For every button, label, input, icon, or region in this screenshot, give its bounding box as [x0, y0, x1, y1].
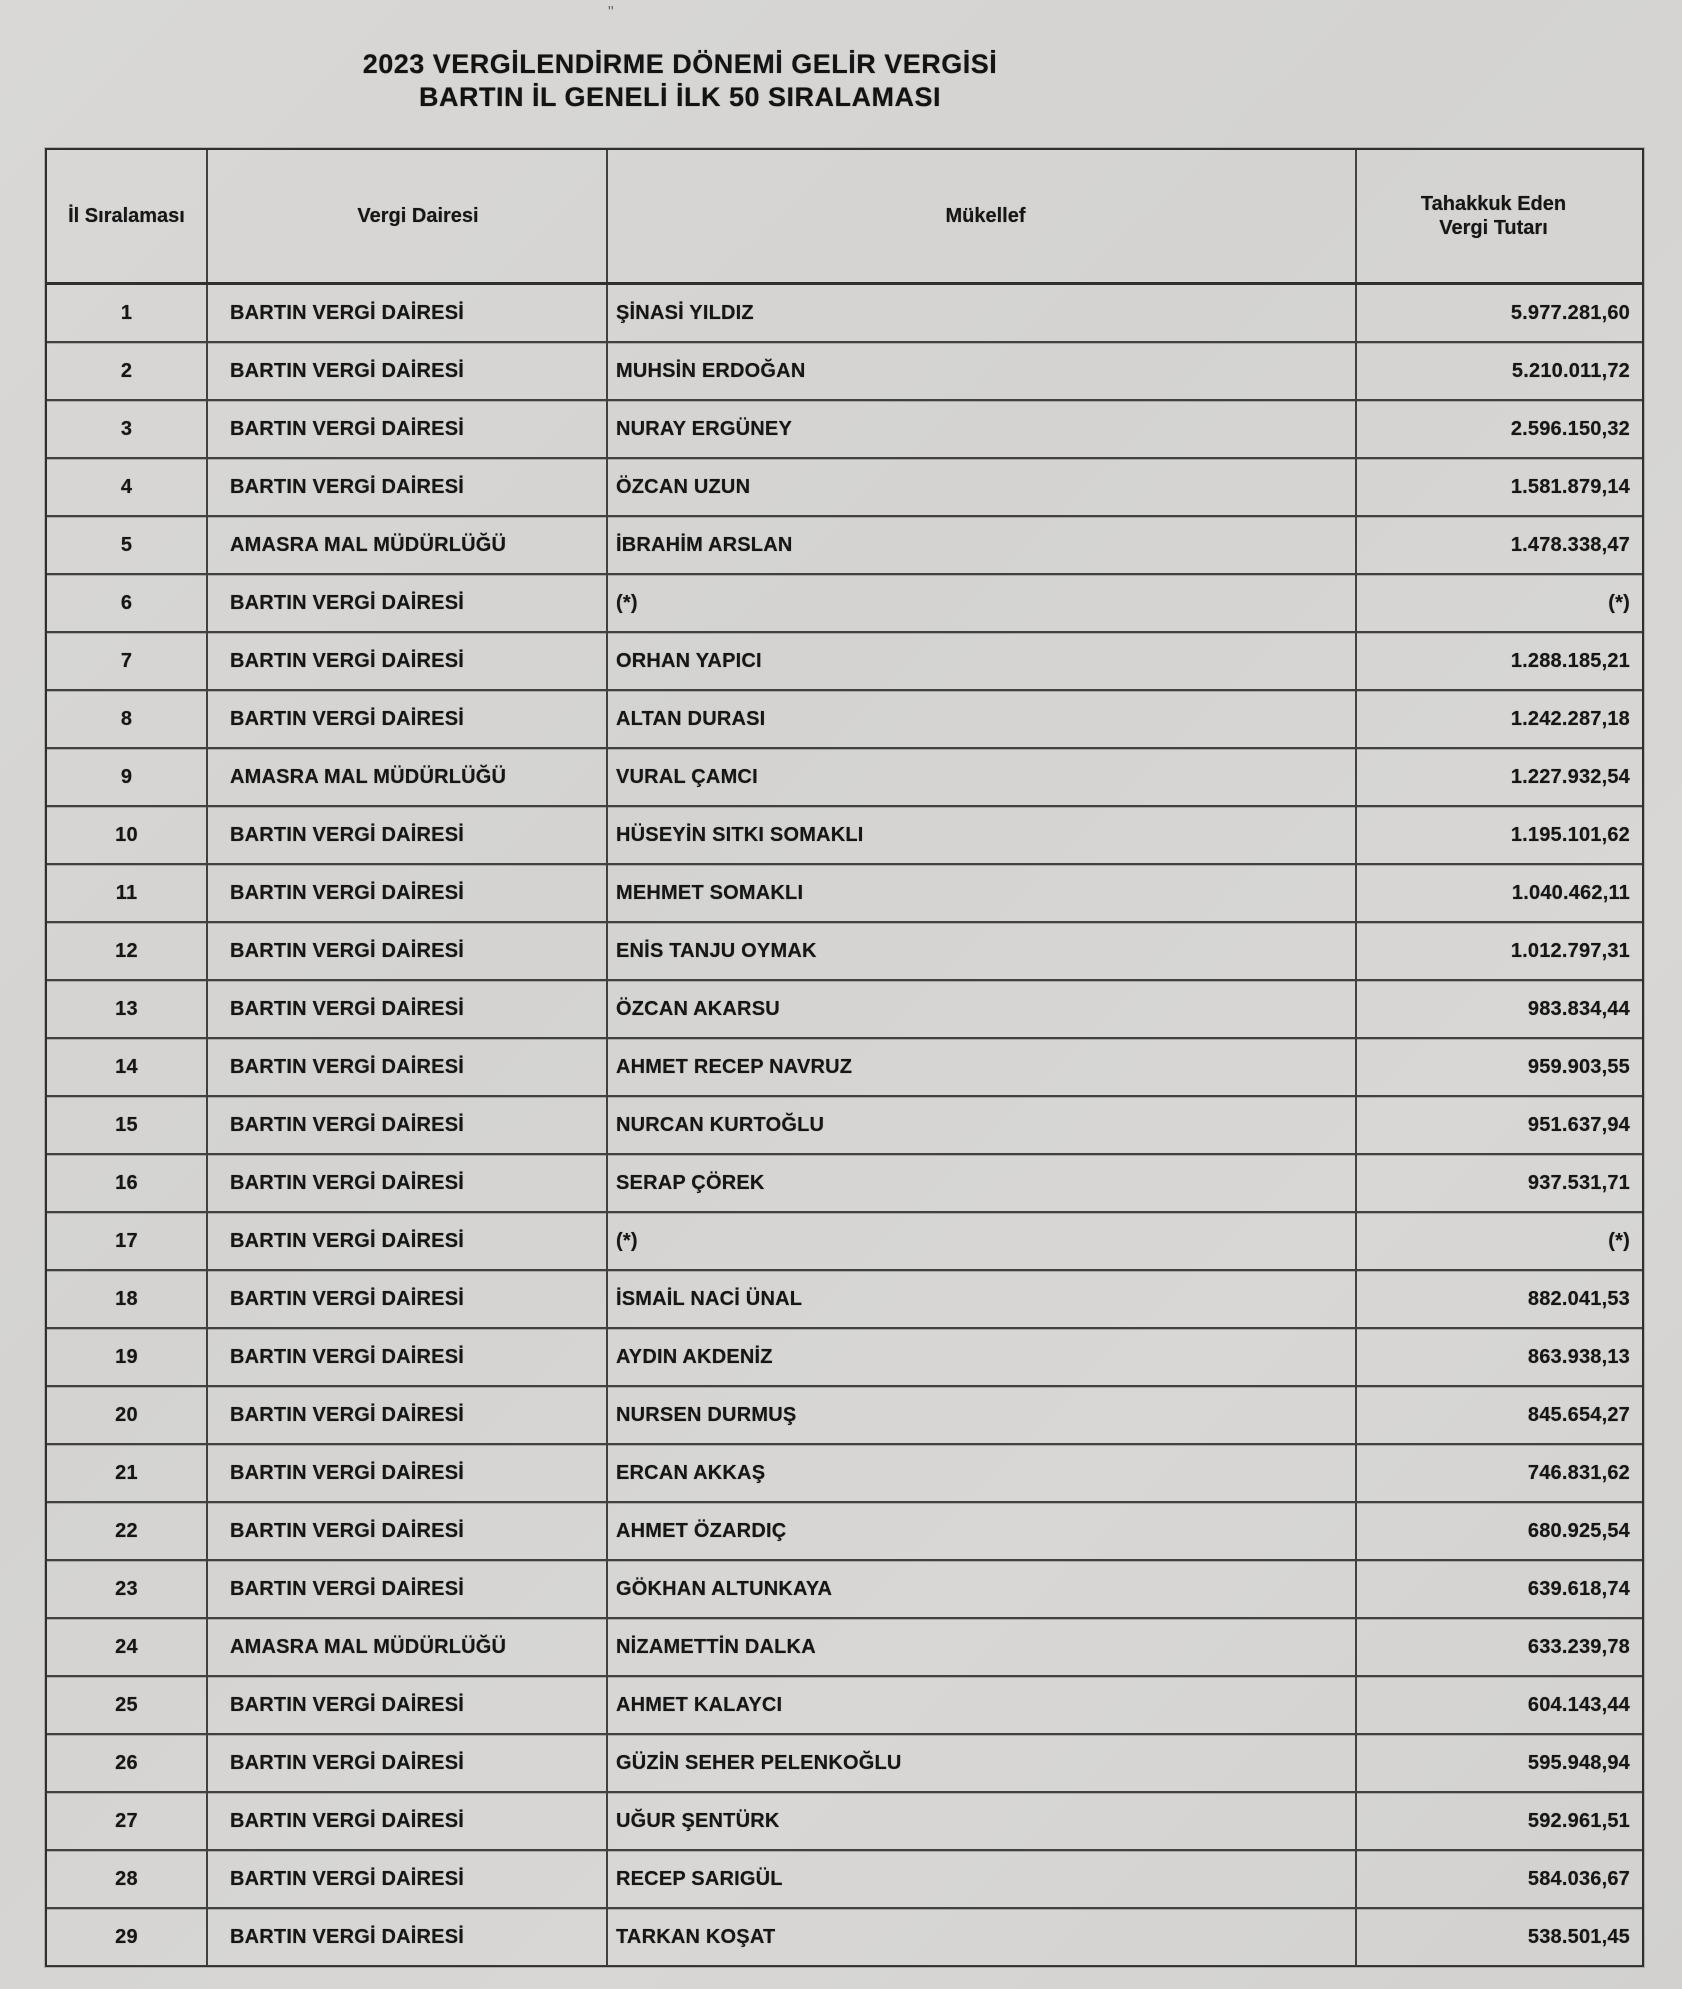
amount-cell: 863.938,13: [1527, 1345, 1630, 1368]
rank-cell: 26: [47, 1735, 208, 1791]
amount-cell: 2.596.150,32: [1510, 417, 1630, 440]
title-line-2: BARTIN İL GENELİ İLK 50 SIRALAMASI: [418, 82, 942, 112]
tax-office-cell: BARTIN VERGİ DAİRESİ: [208, 1039, 608, 1095]
taxpayer-cell: ÖZCAN AKARSU: [608, 981, 1357, 1037]
taxpayer-cell: VURAL ÇAMCI: [608, 749, 1357, 805]
taxpayer-cell: ALTAN DURASI: [608, 691, 1357, 747]
tax-office-cell: BARTIN VERGİ DAİRESİ: [208, 459, 608, 515]
rank-cell: 11: [47, 865, 208, 921]
amount-cell: 1.478.338,47: [1510, 533, 1630, 556]
rank-cell: 14: [47, 1039, 208, 1095]
taxpayer-cell: AHMET RECEP NAVRUZ: [608, 1039, 1357, 1095]
taxpayer-cell: AHMET KALAYCI: [608, 1677, 1357, 1733]
header-tax-office-label: Vergi Dairesi: [357, 205, 479, 227]
rank-cell: 2: [47, 343, 208, 399]
amount-cell: 639.618,74: [1527, 1577, 1630, 1600]
rank-cell: 1: [47, 285, 208, 341]
taxpayer-cell: AYDIN AKDENİZ: [608, 1329, 1357, 1385]
taxpayer-cell: İBRAHİM ARSLAN: [608, 517, 1357, 573]
table-row: [47, 285, 1642, 343]
taxpayer-cell: NURSEN DURMUŞ: [608, 1387, 1357, 1443]
table-row: [47, 749, 1642, 807]
table-row: [47, 1329, 1642, 1387]
taxpayer-cell: ŞİNASİ YILDIZ: [608, 285, 1357, 341]
rank-cell: 3: [47, 401, 208, 457]
rank-cell: 18: [47, 1271, 208, 1327]
tax-office-cell: BARTIN VERGİ DAİRESİ: [208, 1445, 608, 1501]
rank-cell: 24: [47, 1619, 208, 1675]
taxpayer-cell: NURAY ERGÜNEY: [608, 401, 1357, 457]
amount-cell: 538.501,45: [1527, 1925, 1630, 1948]
table-row: [47, 1271, 1642, 1329]
taxpayer-cell: GÜZİN SEHER PELENKOĞLU: [608, 1735, 1357, 1791]
header-rank: [47, 150, 208, 282]
rank-cell: 10: [47, 807, 208, 863]
tax-office-cell: BARTIN VERGİ DAİRESİ: [208, 285, 608, 341]
amount-cell: 595.948,94: [1527, 1751, 1630, 1774]
amount-cell: 1.581.879,14: [1510, 475, 1630, 498]
rank-cell: 20: [47, 1387, 208, 1443]
taxpayer-cell: MEHMET SOMAKLI: [608, 865, 1357, 921]
tax-office-cell: BARTIN VERGİ DAİRESİ: [208, 1155, 608, 1211]
amount-cell: 633.239,78: [1527, 1635, 1630, 1658]
taxpayer-cell: NURCAN KURTOĞLU: [608, 1097, 1357, 1153]
amount-cell: 604.143,44: [1527, 1693, 1630, 1716]
rank-cell: 19: [47, 1329, 208, 1385]
table-row: [47, 1735, 1642, 1793]
tax-office-cell: BARTIN VERGİ DAİRESİ: [208, 807, 608, 863]
taxpayer-cell: İSMAİL NACİ ÜNAL: [608, 1271, 1357, 1327]
table-row: [47, 343, 1642, 401]
tax-office-cell: BARTIN VERGİ DAİRESİ: [208, 575, 608, 631]
table-row: [47, 1851, 1642, 1909]
scan-artifact-mark: ": [608, 4, 614, 21]
taxpayer-cell: UĞUR ŞENTÜRK: [608, 1793, 1357, 1849]
rank-cell: 27: [47, 1793, 208, 1849]
tax-office-cell: BARTIN VERGİ DAİRESİ: [208, 1387, 608, 1443]
tax-office-cell: BARTIN VERGİ DAİRESİ: [208, 1793, 608, 1849]
tax-office-cell: BARTIN VERGİ DAİRESİ: [208, 1503, 608, 1559]
tax-office-cell: BARTIN VERGİ DAİRESİ: [208, 865, 608, 921]
amount-cell: 1.195.101,62: [1510, 823, 1630, 846]
document-title: [0, 48, 1360, 114]
tax-office-cell: BARTIN VERGİ DAİRESİ: [208, 1271, 608, 1327]
header-taxpayer: [608, 150, 1357, 282]
table-row: [47, 1387, 1642, 1445]
amount-cell: 5.977.281,60: [1510, 301, 1630, 324]
header-amount: [1357, 150, 1642, 282]
table-body: [47, 285, 1642, 1965]
header-tax-office: [208, 150, 608, 282]
rank-cell: 21: [47, 1445, 208, 1501]
amount-cell: 746.831,62: [1527, 1461, 1630, 1484]
header-rank-label: İl Sıralaması: [68, 205, 185, 227]
taxpayer-cell: ÖZCAN UZUN: [608, 459, 1357, 515]
table-row: [47, 1213, 1642, 1271]
rank-cell: 7: [47, 633, 208, 689]
tax-office-cell: BARTIN VERGİ DAİRESİ: [208, 1213, 608, 1269]
taxpayer-cell: SERAP ÇÖREK: [608, 1155, 1357, 1211]
table-row: [47, 1561, 1642, 1619]
rank-cell: 12: [47, 923, 208, 979]
tax-office-cell: BARTIN VERGİ DAİRESİ: [208, 1097, 608, 1153]
table-row: [47, 401, 1642, 459]
taxpayer-cell: ENİS TANJU OYMAK: [608, 923, 1357, 979]
amount-cell: 845.654,27: [1527, 1403, 1630, 1426]
table-row: [47, 691, 1642, 749]
tax-office-cell: AMASRA MAL MÜDÜRLÜĞÜ: [208, 749, 608, 805]
table-row: [47, 1677, 1642, 1735]
tax-office-cell: BARTIN VERGİ DAİRESİ: [208, 1851, 608, 1907]
table-row: [47, 1793, 1642, 1851]
rank-cell: 17: [47, 1213, 208, 1269]
taxpayer-cell: RECEP SARIGÜL: [608, 1851, 1357, 1907]
amount-cell: 5.210.011,72: [1511, 359, 1630, 382]
rank-cell: 28: [47, 1851, 208, 1907]
tax-office-cell: BARTIN VERGİ DAİRESİ: [208, 1735, 608, 1791]
amount-cell: 983.834,44: [1527, 997, 1630, 1020]
table-row: [47, 1097, 1642, 1155]
tax-office-cell: AMASRA MAL MÜDÜRLÜĞÜ: [208, 1619, 608, 1675]
rank-cell: 15: [47, 1097, 208, 1153]
rank-cell: 16: [47, 1155, 208, 1211]
table-row: [47, 1909, 1642, 1965]
rank-cell: 9: [47, 749, 208, 805]
header-taxpayer-label: Mükellef: [945, 205, 1026, 227]
table-row: [47, 575, 1642, 633]
rank-cell: 5: [47, 517, 208, 573]
taxpayer-cell: GÖKHAN ALTUNKAYA: [608, 1561, 1357, 1617]
amount-cell: 882.041,53: [1527, 1287, 1630, 1310]
taxpayer-cell: MUHSİN ERDOĞAN: [608, 343, 1357, 399]
amount-cell: 1.040.462,11: [1511, 881, 1630, 904]
tax-office-cell: BARTIN VERGİ DAİRESİ: [208, 343, 608, 399]
amount-cell: 1.288.185,21: [1510, 649, 1630, 672]
rank-cell: 4: [47, 459, 208, 515]
table-row: [47, 1503, 1642, 1561]
amount-cell: (*): [1608, 1229, 1630, 1252]
title-line-1: 2023 VERGİLENDİRME DÖNEMİ GELİR VERGİSİ: [362, 49, 998, 79]
tax-office-cell: BARTIN VERGİ DAİRESİ: [208, 923, 608, 979]
table-row: [47, 923, 1642, 981]
tax-office-cell: BARTIN VERGİ DAİRESİ: [208, 401, 608, 457]
taxpayer-cell: (*): [608, 575, 1357, 631]
rank-cell: 6: [47, 575, 208, 631]
tax-office-cell: BARTIN VERGİ DAİRESİ: [208, 633, 608, 689]
table-row: [47, 459, 1642, 517]
table-row: [47, 807, 1642, 865]
tax-office-cell: BARTIN VERGİ DAİRESİ: [208, 981, 608, 1037]
table-row: [47, 981, 1642, 1039]
table-row: [47, 1445, 1642, 1503]
ranking-table: [45, 148, 1644, 1967]
table-row: [47, 1619, 1642, 1677]
taxpayer-cell: TARKAN KOŞAT: [608, 1909, 1357, 1965]
amount-cell: 680.925,54: [1527, 1519, 1630, 1542]
tax-office-cell: BARTIN VERGİ DAİRESİ: [208, 691, 608, 747]
amount-cell: 959.903,55: [1527, 1055, 1630, 1078]
table-row: [47, 517, 1642, 575]
tax-office-cell: BARTIN VERGİ DAİRESİ: [208, 1909, 608, 1965]
amount-cell: 1.242.287,18: [1510, 707, 1630, 730]
rank-cell: 13: [47, 981, 208, 1037]
tax-office-cell: BARTIN VERGİ DAİRESİ: [208, 1677, 608, 1733]
rank-cell: 23: [47, 1561, 208, 1617]
amount-cell: (*): [1608, 591, 1630, 614]
amount-cell: 937.531,71: [1527, 1171, 1630, 1194]
taxpayer-cell: HÜSEYİN SITKI SOMAKLI: [608, 807, 1357, 863]
tax-office-cell: AMASRA MAL MÜDÜRLÜĞÜ: [208, 517, 608, 573]
rank-cell: 25: [47, 1677, 208, 1733]
rank-cell: 29: [47, 1909, 208, 1965]
table-row: [47, 633, 1642, 691]
taxpayer-cell: AHMET ÖZARDIÇ: [608, 1503, 1357, 1559]
rank-cell: 8: [47, 691, 208, 747]
tax-office-cell: BARTIN VERGİ DAİRESİ: [208, 1561, 608, 1617]
rank-cell: 22: [47, 1503, 208, 1559]
table-row: [47, 1155, 1642, 1213]
amount-cell: 584.036,67: [1527, 1867, 1630, 1890]
table-header-row: [47, 150, 1642, 285]
table-row: [47, 1039, 1642, 1097]
amount-cell: 1.012.797,31: [1510, 939, 1630, 962]
table-row: [47, 865, 1642, 923]
header-amount-label: Tahakkuk Eden Vergi Tutarı: [1420, 193, 1567, 239]
taxpayer-cell: ERCAN AKKAŞ: [608, 1445, 1357, 1501]
tax-office-cell: BARTIN VERGİ DAİRESİ: [208, 1329, 608, 1385]
taxpayer-cell: (*): [608, 1213, 1357, 1269]
amount-cell: 1.227.932,54: [1510, 765, 1630, 788]
amount-cell: 951.637,94: [1527, 1113, 1630, 1136]
amount-cell: 592.961,51: [1527, 1809, 1630, 1832]
taxpayer-cell: ORHAN YAPICI: [608, 633, 1357, 689]
taxpayer-cell: NİZAMETTİN DALKA: [608, 1619, 1357, 1675]
